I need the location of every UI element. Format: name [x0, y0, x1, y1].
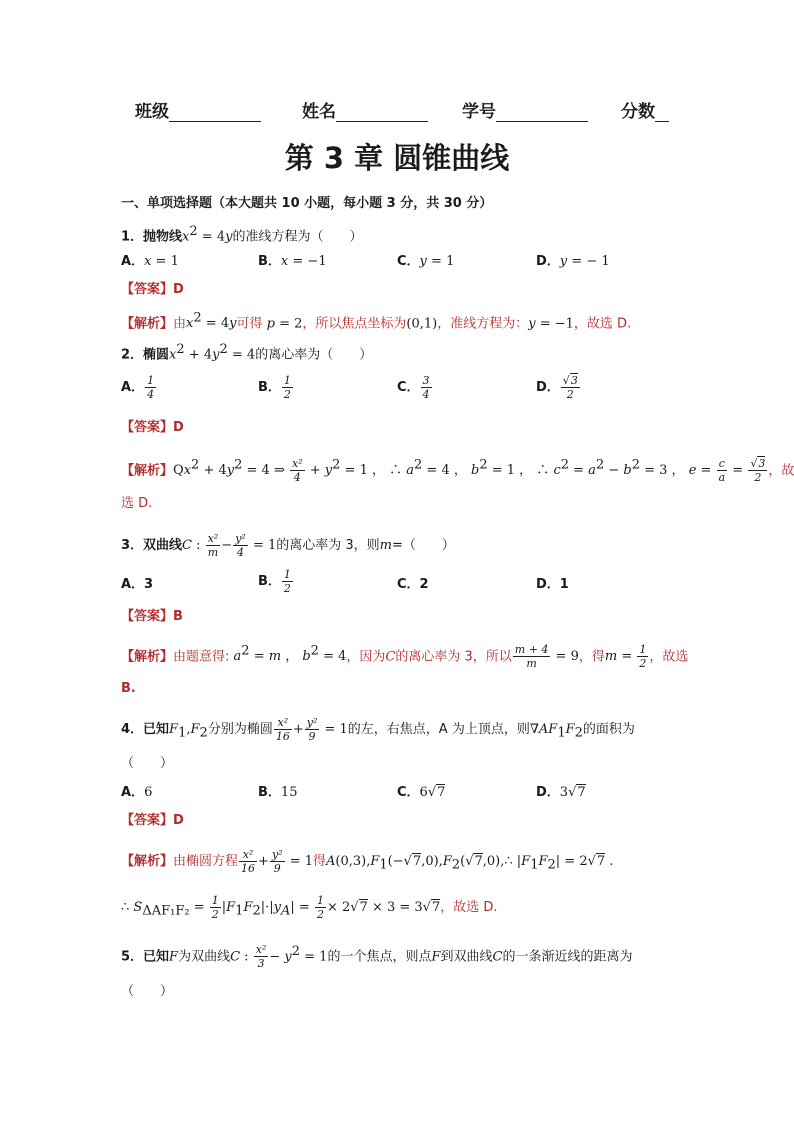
score-label: 分数 — [621, 102, 655, 122]
q3-opt-a: A．3 — [121, 577, 154, 592]
analysis-label: 【解析】 — [121, 854, 174, 869]
analysis-label: 【解析】 — [121, 316, 174, 332]
q3-stem-tail2: =（ ） — [391, 538, 455, 553]
q3-opt-b-label: B． — [258, 574, 281, 589]
q2-option-a[interactable]: A． $\frac{1}{4}$ — [121, 374, 155, 401]
analysis-label: 【解析】 — [121, 463, 174, 479]
q2-option-d[interactable]: D． $\frac{√3}{2}$ — [536, 374, 578, 401]
q2-opt-c-label: C． — [397, 380, 420, 395]
q4-opt-d-label: D． — [536, 785, 560, 800]
q4-a-t3: ，故选 D. — [440, 900, 498, 915]
answer-label: 【答案】 — [121, 813, 174, 828]
q1-opt-b-label: B． — [258, 254, 281, 269]
class-blank[interactable] — [169, 103, 261, 122]
q1-stem: 1．抛物线$x^2 = 4y$的准线方程为（ ） — [121, 224, 363, 245]
name-blank[interactable] — [336, 103, 428, 122]
q4-answer-value: D — [173, 813, 184, 828]
q5-number: 5．已知 — [121, 949, 170, 965]
answer-label: 【答案】 — [121, 420, 174, 435]
q4-opt-a-label: A． — [121, 785, 145, 800]
q1-option-b[interactable]: B．x = −1 — [258, 254, 327, 269]
q3-option-d[interactable] — [536, 575, 569, 595]
score-blank[interactable] — [655, 103, 669, 122]
q4-analysis: 【解析】由椭圆方程 $\frac{\text{x²}}{16}$ + $\frac{\text{y²}}{9}$ = 1得$A(0,3),F_1(-√7,0),F_2(√7,0),\therefore$ $|F_1F_2| = 2√7$ . — [121, 848, 614, 875]
q4-analysis-cont: ∴ $S_{\Delta AF_1F_2}$ = $\frac{1}{2}$ $|F_1F_2|\cdot|y_A|$ = $\frac{1}{2}$ × 2√7 × 3 = 3√7，故选 D. — [121, 894, 498, 921]
q1-a-t5: ，故选 D. — [573, 316, 632, 332]
q2-a-t1: ，故 — [768, 463, 794, 479]
q1-analysis: 【解析】由$x^2 = 4y$可得 p = 2，所以焦点坐标为(0,1)，准线方程为：y = −1，故选 D. — [121, 311, 632, 332]
q1-option-d[interactable]: D．y = − 1 — [536, 254, 610, 269]
q2-analysis: 【解析】$Qx^2 + 4y^2 = 4$ ⇒ $\frac{\text{x²}}{4}$ + $y^2 = 1$ ， ∴ $a^2 = 4$ ， $b^2 = 1$ ， ∴ $c^2 = a^2 - b^2 = 3$ ， e = $\frac{c}{a}$ = $\frac{√3}{2}$ ，故 — [121, 457, 794, 485]
header-class — [135, 97, 261, 122]
q4-stem-t3: 的左，右焦点，A 为上顶点，则 — [347, 722, 530, 737]
q4-stem-t4: 的面积为 — [582, 722, 635, 737]
q4-stem-paren: （ ） — [121, 756, 174, 771]
q2-opt-b-label: B． — [258, 380, 281, 395]
id-label: 学号 — [462, 102, 496, 122]
q3-option-b[interactable]: B． $\frac{1}{2}$ — [258, 568, 291, 595]
q5-stem: 5．已知F为双曲线C : $\frac{\text{x²}}{3}$ − $y^2 = 1$的一个焦点，则点F到双曲线C的一条渐近线的距离为 — [121, 943, 633, 971]
q4-opt-b-label: B． — [258, 785, 281, 800]
q4-number: 4．已知 — [121, 722, 170, 737]
header-id — [462, 97, 588, 122]
q3-stem-tail: 的离心率为 3，则 — [276, 538, 380, 553]
analysis-label: 【解析】 — [121, 649, 174, 665]
q5-stem-t2: 为双曲线 — [178, 949, 231, 965]
q3-analysis-cont: B. — [121, 681, 136, 696]
q3-number: 3．双曲线 — [121, 538, 183, 553]
q1-number: 1．抛物线 — [121, 229, 183, 245]
q1-a-t2: 可得 — [236, 316, 263, 332]
q3-option-c[interactable] — [397, 575, 429, 595]
q3-a-t3: 的离心率为 3，所以 — [395, 649, 512, 665]
q3-a-t5: ，故选 — [649, 649, 689, 665]
q1-opt-a-label: A． — [121, 254, 145, 269]
q5-stem-paren: （ ） — [121, 984, 174, 999]
header-score — [621, 97, 669, 122]
q4-option-a[interactable]: A．6 — [121, 785, 153, 800]
q4-a-t1: 由椭圆方程 — [173, 854, 239, 869]
q1-option-a[interactable]: A．x = 1 — [121, 254, 179, 269]
q5-stem-t3: 的一个焦点，则点 — [327, 949, 432, 965]
q2-stem: 2．椭圆$x^2 + 4y^2 = 4$的离心率为（ ） — [121, 342, 373, 363]
q2-opt-a-label: A． — [121, 380, 145, 395]
q2-option-c[interactable]: C． $\frac{3}{4}$ — [397, 374, 430, 401]
q1-stem-tail: 的准线方程为（ ） — [232, 229, 363, 245]
q3-answer — [121, 607, 183, 627]
q4-stem-t2: 分别为椭圆 — [207, 722, 273, 737]
q3-a-t4: ，得 — [578, 649, 605, 665]
q2-option-b[interactable]: B． $\frac{1}{2}$ — [258, 374, 291, 401]
q3-opt-c: C．2 — [397, 577, 429, 592]
q3-a-t1: 由题意得: — [173, 649, 230, 665]
name-label: 姓名 — [302, 102, 336, 122]
q2-answer-value: D — [173, 420, 184, 435]
header-name — [302, 97, 428, 122]
q4-option-b[interactable]: B．15 — [258, 785, 298, 800]
q1-answer-value: D — [173, 282, 184, 297]
q3-stem: 3．双曲线C : $\frac{\text{x²}}{m}$ − $\frac{\text{y²}}{4}$ = 1的离心率为 3，则m=（ ） — [121, 532, 455, 559]
q1-option-c[interactable]: C．y = 1 — [397, 254, 455, 269]
section-heading: 一、单项选择题（本大题共 10 小题，每小题 3 分，共 30 分） — [121, 196, 493, 211]
answer-label: 【答案】 — [121, 609, 174, 624]
q2-number: 2．椭圆 — [121, 347, 170, 363]
q4-option-c[interactable]: C．6√7 — [397, 785, 446, 800]
id-blank[interactable] — [496, 103, 588, 122]
q3-option-a[interactable] — [121, 575, 153, 595]
q2-answer — [121, 418, 184, 438]
q2-stem-tail: 的离心率为（ ） — [255, 347, 373, 363]
q4-opt-c-label: C． — [397, 785, 420, 800]
q4-answer — [121, 811, 184, 831]
class-label: 班级 — [135, 102, 169, 122]
q4-stem: 4．已知$F_1,F_2$分别为椭圆 $\frac{\text{x²}}{16}$ + $\frac{\text{y²}}{9}$ = 1的左，右焦点，A 为上顶点，则$\nabla AF_1F_2$的面积为 — [121, 716, 635, 743]
q3-opt-d: D．1 — [536, 577, 569, 592]
q3-a-t2: ，因为 — [346, 649, 386, 665]
q1-opt-c-label: C． — [397, 254, 420, 269]
q1-a-t1: 由 — [173, 316, 187, 332]
q1-a-t4: ，准线方程为： — [437, 316, 529, 332]
answer-label: 【答案】 — [121, 282, 174, 297]
q2-opt-d-label: D． — [536, 380, 560, 395]
q2-analysis-cont: 选 D. — [121, 496, 153, 511]
q3-answer-value: B — [173, 609, 183, 624]
q5-stem-t5: 的一条渐近线的距离为 — [502, 949, 633, 965]
q4-option-d[interactable]: D．3√7 — [536, 785, 586, 800]
q4-a-t2: 得 — [313, 854, 327, 869]
q1-answer — [121, 280, 184, 300]
q1-a-t3: ，所以焦点坐标为 — [302, 316, 407, 332]
page-title: 第 3 章 圆锥曲线 — [284, 141, 510, 175]
q5-stem-t4: 到双曲线 — [440, 949, 493, 965]
q3-analysis: 【解析】由题意得: $a^2 = m$ ， $b^2 = 4$，因为C的离心率为 3，所以 $\frac{m + 4}{m}$ = 9，得m = $\frac{1}{2}$ ，故选 — [121, 643, 689, 671]
q1-opt-d-label: D． — [536, 254, 560, 269]
